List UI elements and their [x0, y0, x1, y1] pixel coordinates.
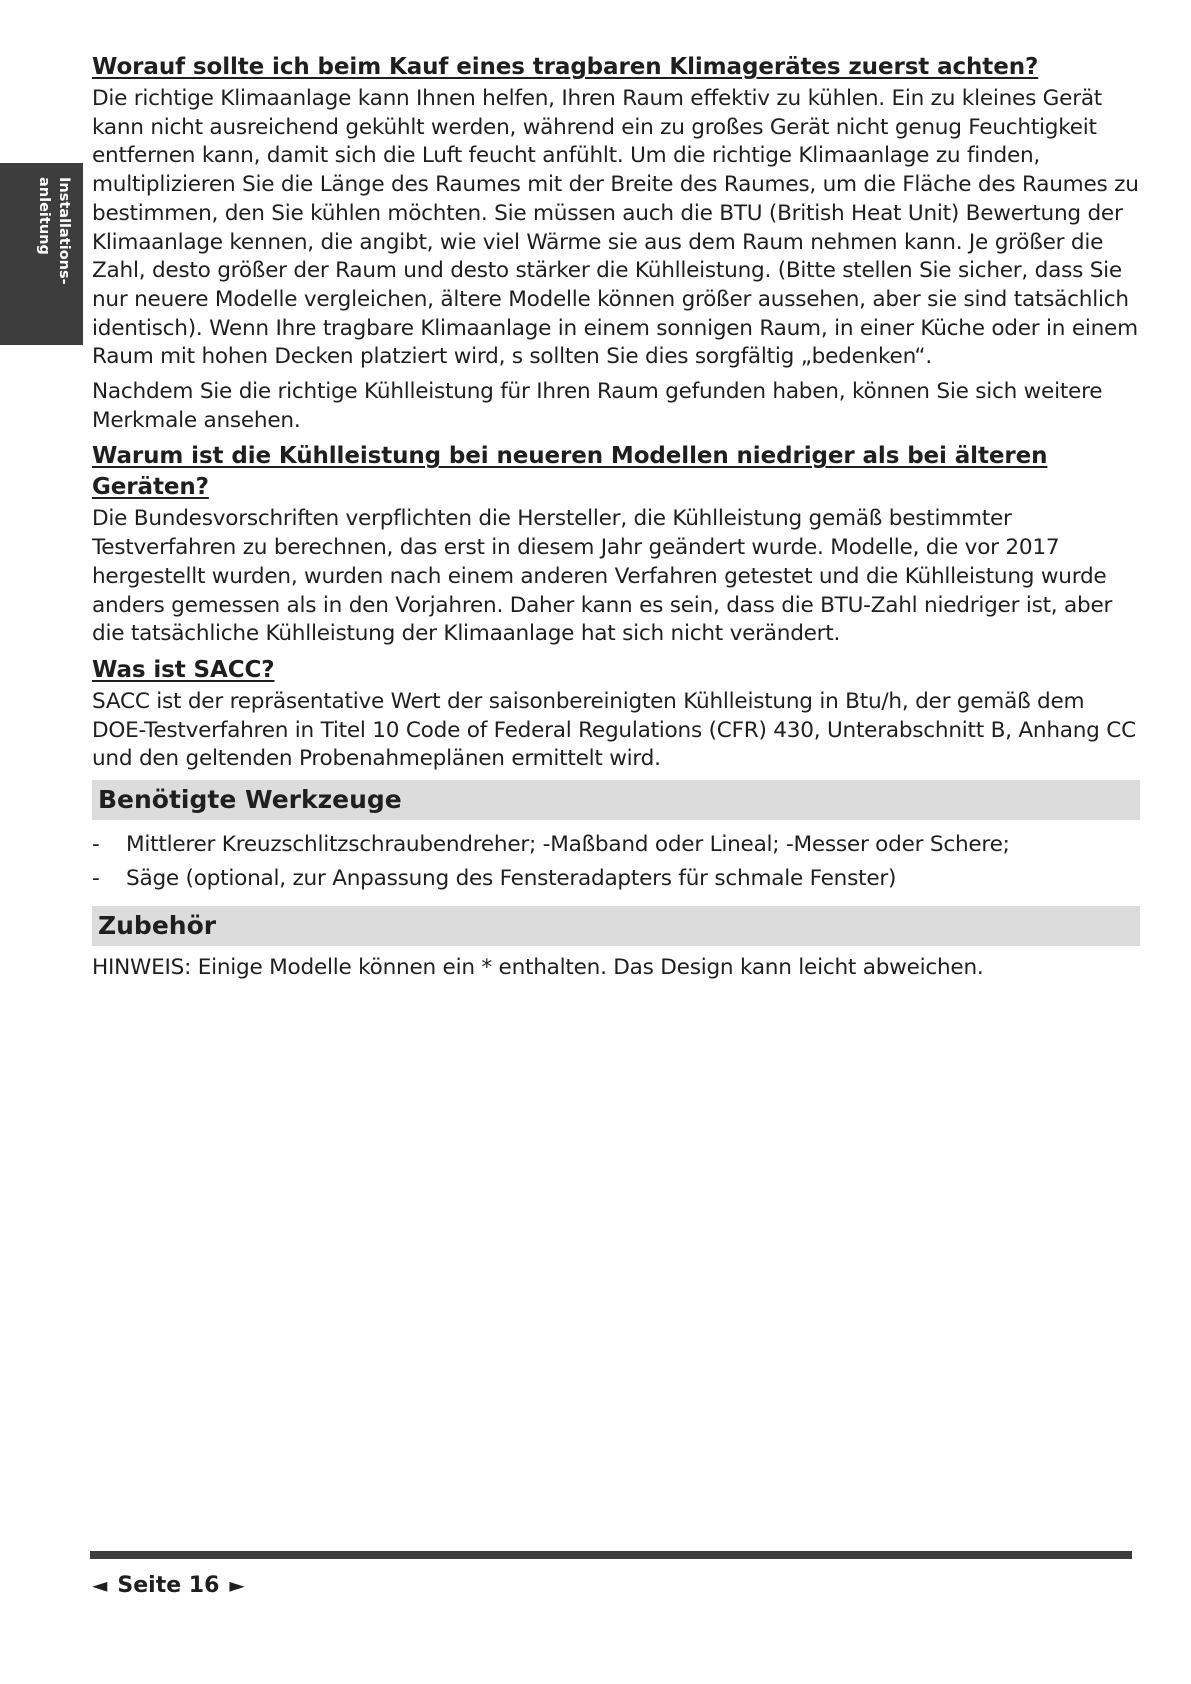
faq-paragraph-cooling-capacity: Die Bundesvorschriften verpflichten die Hersteller, die Kühlleistung gemäß bestimmter Testverfahren zu berechnen, das erst in diesem Jahr geändert wurde. Modelle, die vor 2017 hergestellt wurden, wurden nach einem anderen Verfahren getestet und die Kühlleistung wurde anders gemessen als in den Vorjahren. Daher kann es sein, dass die BTU-Zahl niedriger ist, aber die tatsächliche Kühlleistung der Klimaanlage hat sich nicht verändert. — [92, 506, 1113, 647]
list-item — [92, 862, 1140, 896]
list-item-text: Mittlerer Kreuzschlitzschraubendreher; -Maßband oder Lineal; -Messer oder Schere; — [126, 832, 1010, 858]
page-number: Seite 16 — [117, 1572, 220, 1598]
next-page-icon[interactable]: ► — [229, 1573, 245, 1597]
footer-divider — [90, 1551, 1132, 1559]
page-content — [92, 52, 1140, 989]
list-item-text: Säge (optional, zur Anpassung des Fensteradapters für schmale Fenster) — [126, 866, 897, 892]
section-title-tools: Benötigte Werkzeuge — [92, 780, 1140, 820]
faq-heading-sacc: Was ist SACC? — [92, 656, 275, 683]
faq-paragraph-sacc: SACC ist der repräsentative Wert der saisonbereinigten Kühlleistung in Btu/h, der gemäß dem DOE-Testverfahren in Titel 10 Code of Federal Regulations (CFR) 430, Unterabschnitt B, Anhang CC und den geltenden Probenahmeplänen ermittelt wird. — [92, 688, 1136, 772]
faq-heading-purchase: Worauf sollte ich beim Kauf eines tragbaren Klimagerätes zuerst achten? — [92, 54, 1039, 80]
tools-list — [92, 828, 1140, 896]
faq-heading-cooling-capacity: Warum ist die Kühlleistung bei neueren Modellen niedriger als bei älteren Geräten? — [92, 443, 1048, 501]
page-navigation — [92, 1570, 245, 1600]
section-title-accessories: Zubehör — [92, 906, 1140, 946]
bullet-dash: - — [92, 832, 100, 858]
side-tab-label-text: Installations- anleitung — [36, 177, 72, 285]
side-tab-label — [32, 177, 74, 337]
accessories-note: HINWEIS: Einige Modelle können ein * enthalten. Das Design kann leicht abweichen. — [92, 955, 984, 981]
faq-paragraph-features: Nachdem Sie die richtige Kühlleistung für Ihren Raum gefunden haben, können Sie sich weitere Merkmale ansehen. — [92, 379, 1103, 433]
faq-paragraph-purchase: Die richtige Klimaanlage kann Ihnen helfen, Ihren Raum effektiv zu kühlen. Ein zu kleines Gerät kann nicht ausreichend gekühlt werden, während ein zu großes Gerät nicht genug Feuchtigkeit entfernen kann, damit sich die Luft feucht anfühlt. Um die richtige Klimaanlage zu finden, multiplizieren Sie die Länge des Raumes mit der Breite des Raumes, um die Fläche des Raumes zu bestimmen, den Sie kühlen möchten. Sie müssen auch die BTU (British Heat Unit) Bewertung der Klimaanlage kennen, die angibt, wie viel Wärme sie aus dem Raum nehmen kann. Je größer die Zahl, desto größer der Raum und desto stärker die Kühlleistung. (Bitte stellen Sie sicher, dass Sie nur neuere Modelle vergleichen, ältere Modelle können größer aussehen, aber sie sind tatsächlich identisch). Wenn Ihre tragbare Klimaanlage in einem sonnigen Raum, in einer Küche oder in einem Raum mit hohen Decken platziert wird, s sollten Sie dies sorgfältig „bedenken“. — [92, 86, 1139, 370]
list-item — [92, 828, 1140, 862]
previous-page-icon[interactable]: ◄ — [92, 1573, 108, 1597]
bullet-dash: - — [92, 866, 100, 892]
